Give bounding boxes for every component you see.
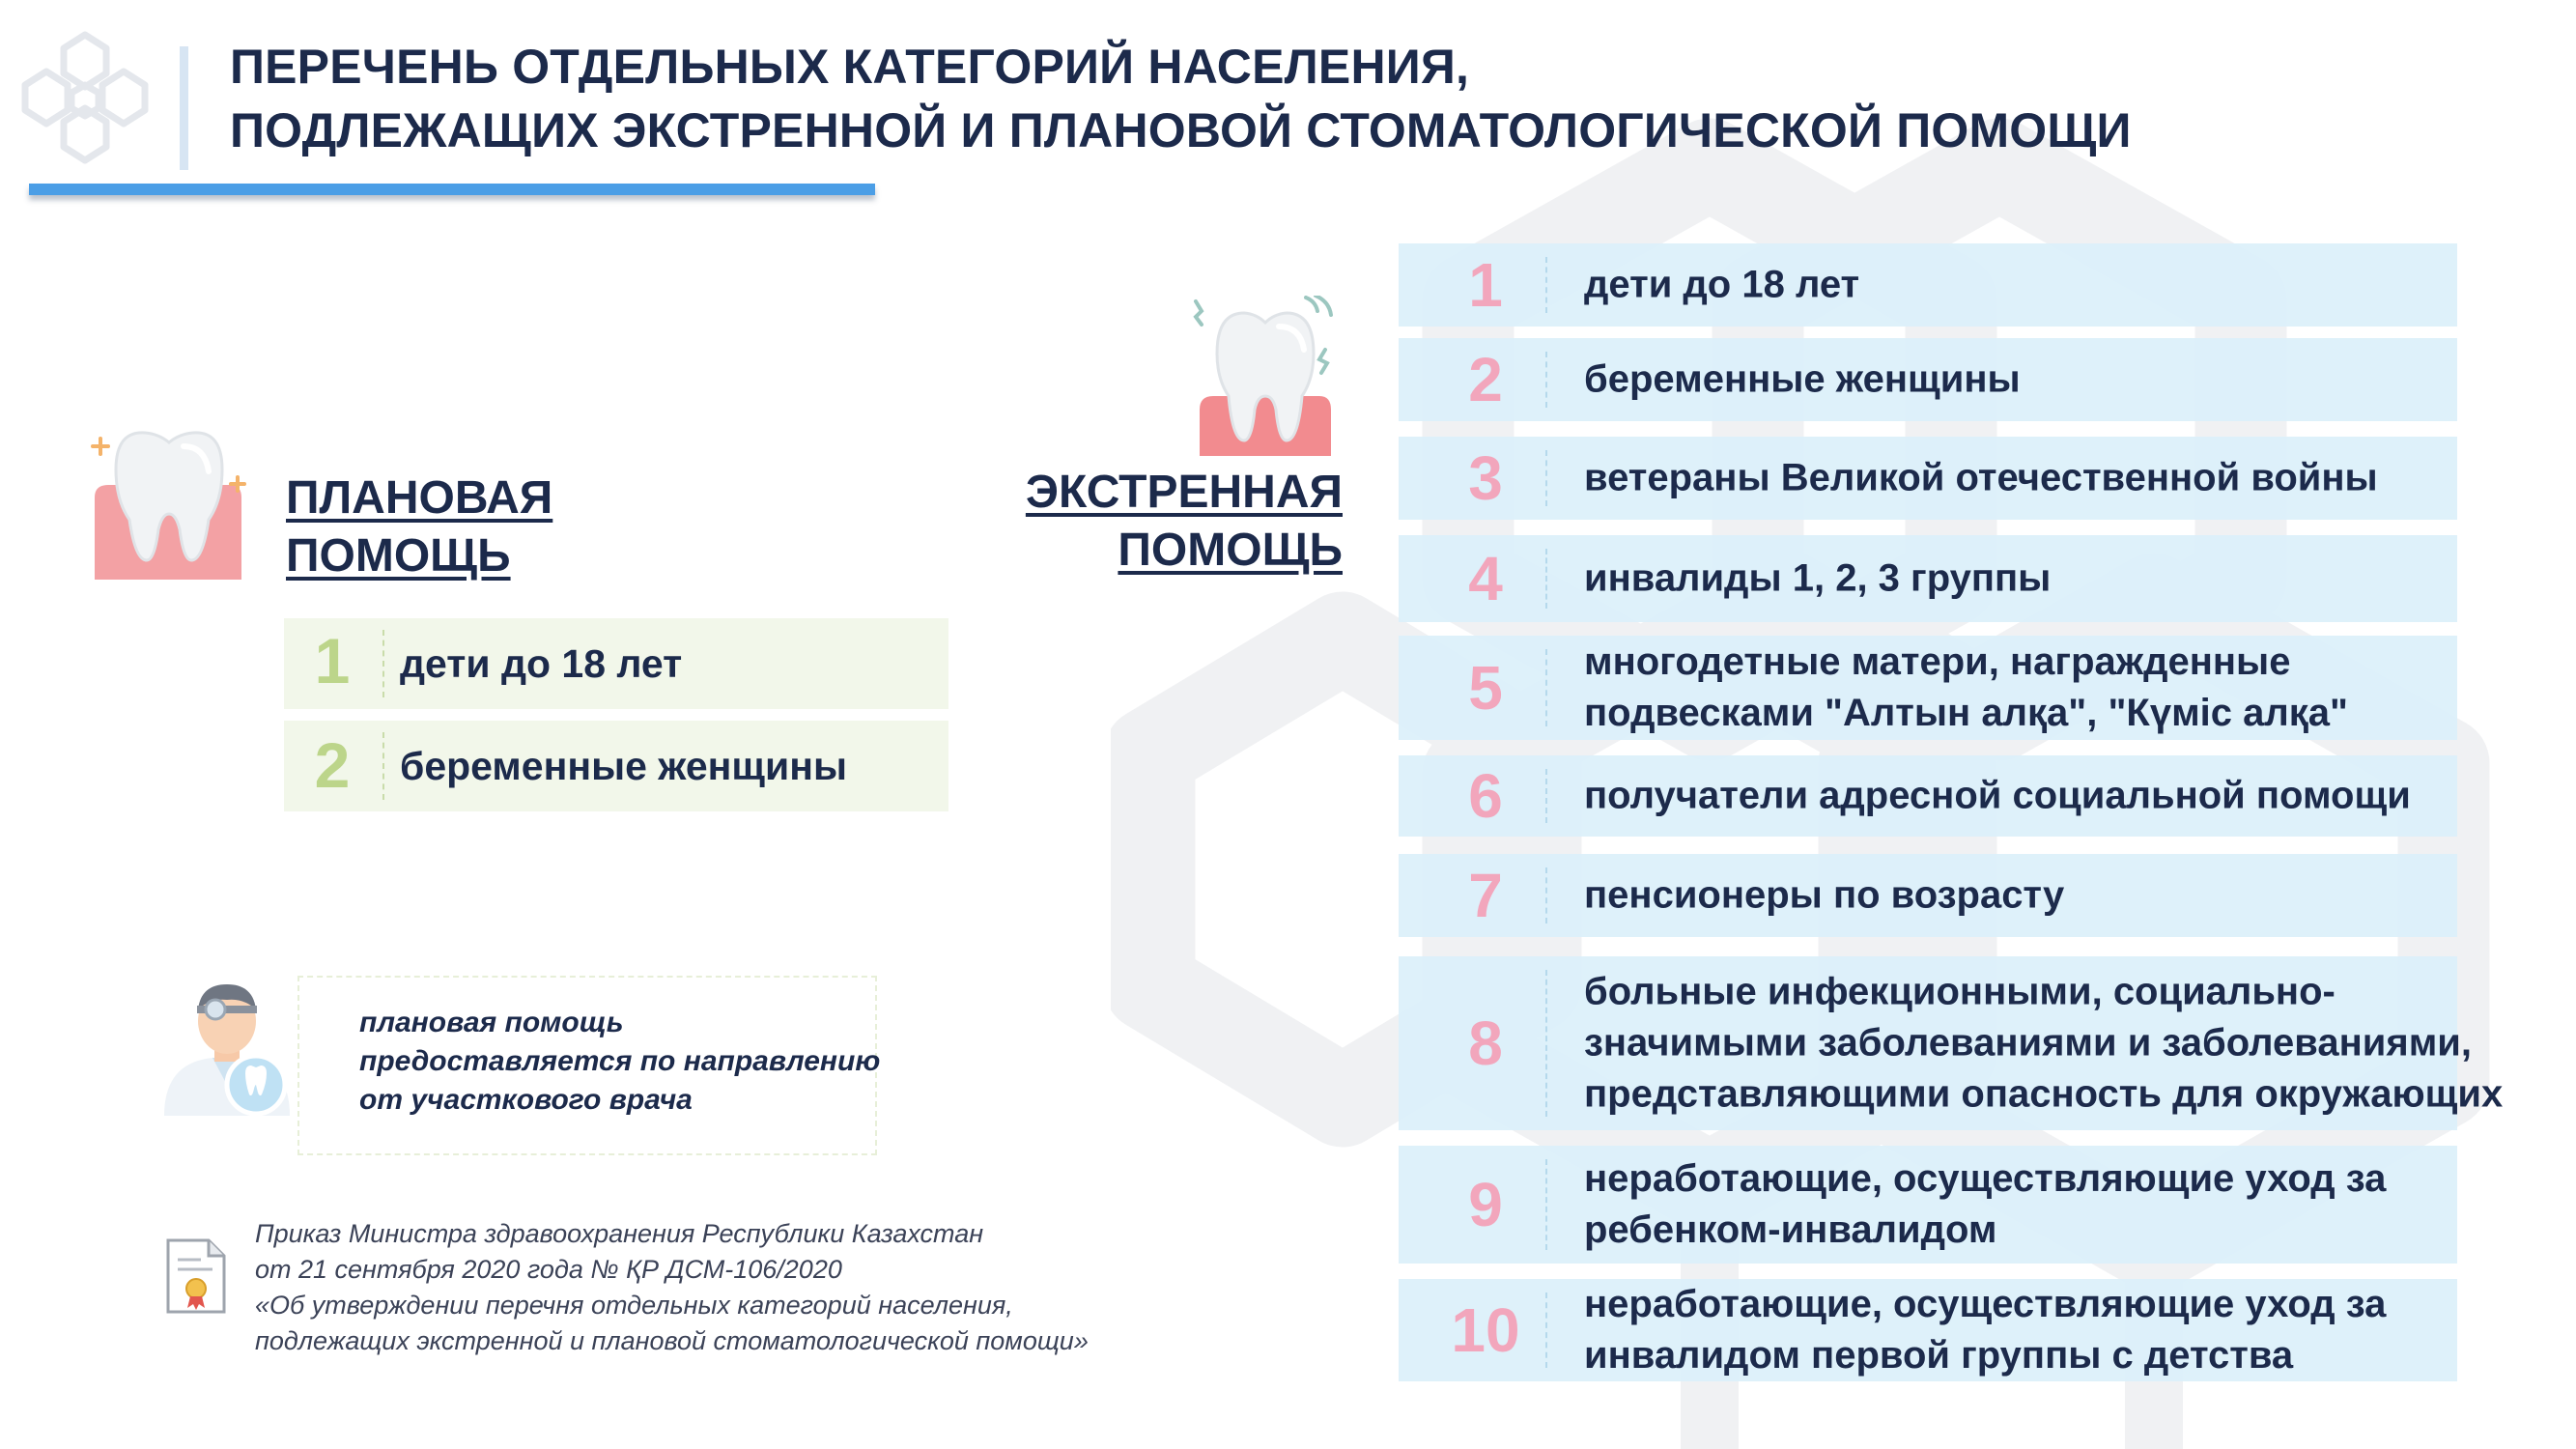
emergency-item-text: многодетные матери, награжденные подвесками "Алтын алқа", "Күміс алқа" (1584, 640, 2349, 734)
emergency-item-number: 8 (1468, 1009, 1503, 1078)
planned-item-divider (382, 630, 384, 697)
emergency-item-number: 9 (1468, 1170, 1503, 1239)
planned-item-divider (382, 732, 384, 800)
planned-heading-line-1: ПЛАНОВАЯ (286, 472, 553, 524)
emergency-item-number: 3 (1468, 443, 1503, 513)
note-line: от участкового врача (359, 1084, 693, 1116)
tooth-icon (87, 425, 251, 589)
emergency-item-divider (1545, 1293, 1547, 1368)
dentist-doctor-icon (155, 971, 299, 1116)
emergency-item-divider (1545, 649, 1547, 726)
emergency-item-divider (1545, 549, 1547, 609)
emergency-list-item (1399, 1279, 2457, 1381)
page-title-line-1: ПЕРЕЧЕНЬ ОТДЕЛЬНЫХ КАТЕГОРИЙ НАСЕЛЕНИЯ, (230, 40, 1470, 94)
emergency-list-item (1399, 636, 2457, 740)
note-line: плановая помощь (359, 1007, 624, 1038)
emergency-item-number: 5 (1468, 653, 1503, 723)
planned-item-number: 2 (314, 729, 351, 801)
order-reference-line: от 21 сентября 2020 года № ҚР ДСМ-106/2020 (255, 1255, 842, 1284)
emergency-item-divider (1545, 1159, 1547, 1250)
emergency-list-item (1399, 956, 2504, 1130)
emergency-list-item (1399, 755, 2457, 837)
emergency-item-divider (1545, 450, 1547, 506)
emergency-item-text: неработающие, осуществляющие уход за ребенком-инвалидом (1584, 1157, 2387, 1251)
emergency-item-divider (1545, 257, 1547, 313)
planned-help-heading (286, 469, 552, 585)
emergency-item-text: больные инфекционными, социально- значимыми заболеваниями и заболеваниями, представляющими опасность для окружающих (1584, 970, 2504, 1116)
order-reference-line: «Об утверждении перечня отдельных категорий населения, (255, 1291, 1013, 1320)
emergency-item-divider (1545, 352, 1547, 408)
order-reference-line: Приказ Министра здравоохранения Республики Казахстан (255, 1219, 984, 1248)
aching-tooth-icon (1188, 296, 1343, 460)
emergency-item-text: инвалиды 1, 2, 3 группы (1584, 556, 2052, 600)
snowflake-logo-icon (17, 25, 153, 170)
emergency-list-item (1399, 243, 2457, 327)
emergency-list-item (1399, 854, 2457, 937)
emergency-item-text: ветераны Великой отечественной войны (1584, 456, 2378, 499)
emergency-item-divider (1545, 769, 1547, 823)
emergency-item-number: 7 (1468, 861, 1503, 930)
page-title-line-2: ПОДЛЕЖАЩИХ ЭКСТРЕННОЙ И ПЛАНОВОЙ СТОМАТОЛОГИЧЕСКОЙ ПОМОЩИ (230, 103, 2132, 157)
emergency-item-text: дети до 18 лет (1584, 263, 1860, 306)
title-underline (29, 184, 875, 195)
emergency-item-text: пенсионеры по возрасту (1584, 873, 2065, 917)
emergency-list-item (1399, 338, 2457, 421)
emergency-item-number: 6 (1468, 761, 1503, 831)
emergency-heading-line-1: ЭКСТРЕННАЯ (1025, 467, 1343, 518)
emergency-help-heading (1024, 464, 1343, 580)
emergency-item-text: беременные женщины (1584, 357, 2021, 401)
emergency-item-number: 2 (1468, 345, 1503, 414)
emergency-item-number: 4 (1468, 544, 1503, 613)
order-reference-line: подлежащих экстренной и плановой стоматологической помощи» (255, 1326, 1089, 1355)
title-accent-bar (180, 46, 188, 170)
emergency-item-divider (1545, 970, 1547, 1117)
emergency-item-divider (1545, 867, 1547, 923)
planned-list-item (284, 618, 948, 709)
emergency-heading-line-2: ПОМОЩЬ (1118, 525, 1343, 576)
emergency-list-item (1399, 437, 2457, 520)
planned-heading-line-2: ПОМОЩЬ (286, 530, 511, 582)
planned-item-text: дети до 18 лет (400, 641, 683, 686)
emergency-item-text: получатели адресной социальной помощи (1584, 774, 2411, 817)
planned-item-number: 1 (314, 625, 351, 696)
emergency-list-item (1399, 1146, 2457, 1264)
emergency-item-number: 1 (1468, 250, 1503, 320)
emergency-item-text: неработающие, осуществляющие уход за инвалидом первой группы с детства (1584, 1283, 2387, 1377)
note-line: предоставляется по направлению (359, 1045, 881, 1077)
planned-item-text: беременные женщины (400, 744, 847, 788)
emergency-list-item (1399, 535, 2457, 622)
emergency-item-number: 10 (1451, 1295, 1520, 1365)
note-box (297, 976, 881, 1155)
certificate-document-icon (166, 1238, 226, 1314)
planned-list-item (284, 721, 948, 811)
